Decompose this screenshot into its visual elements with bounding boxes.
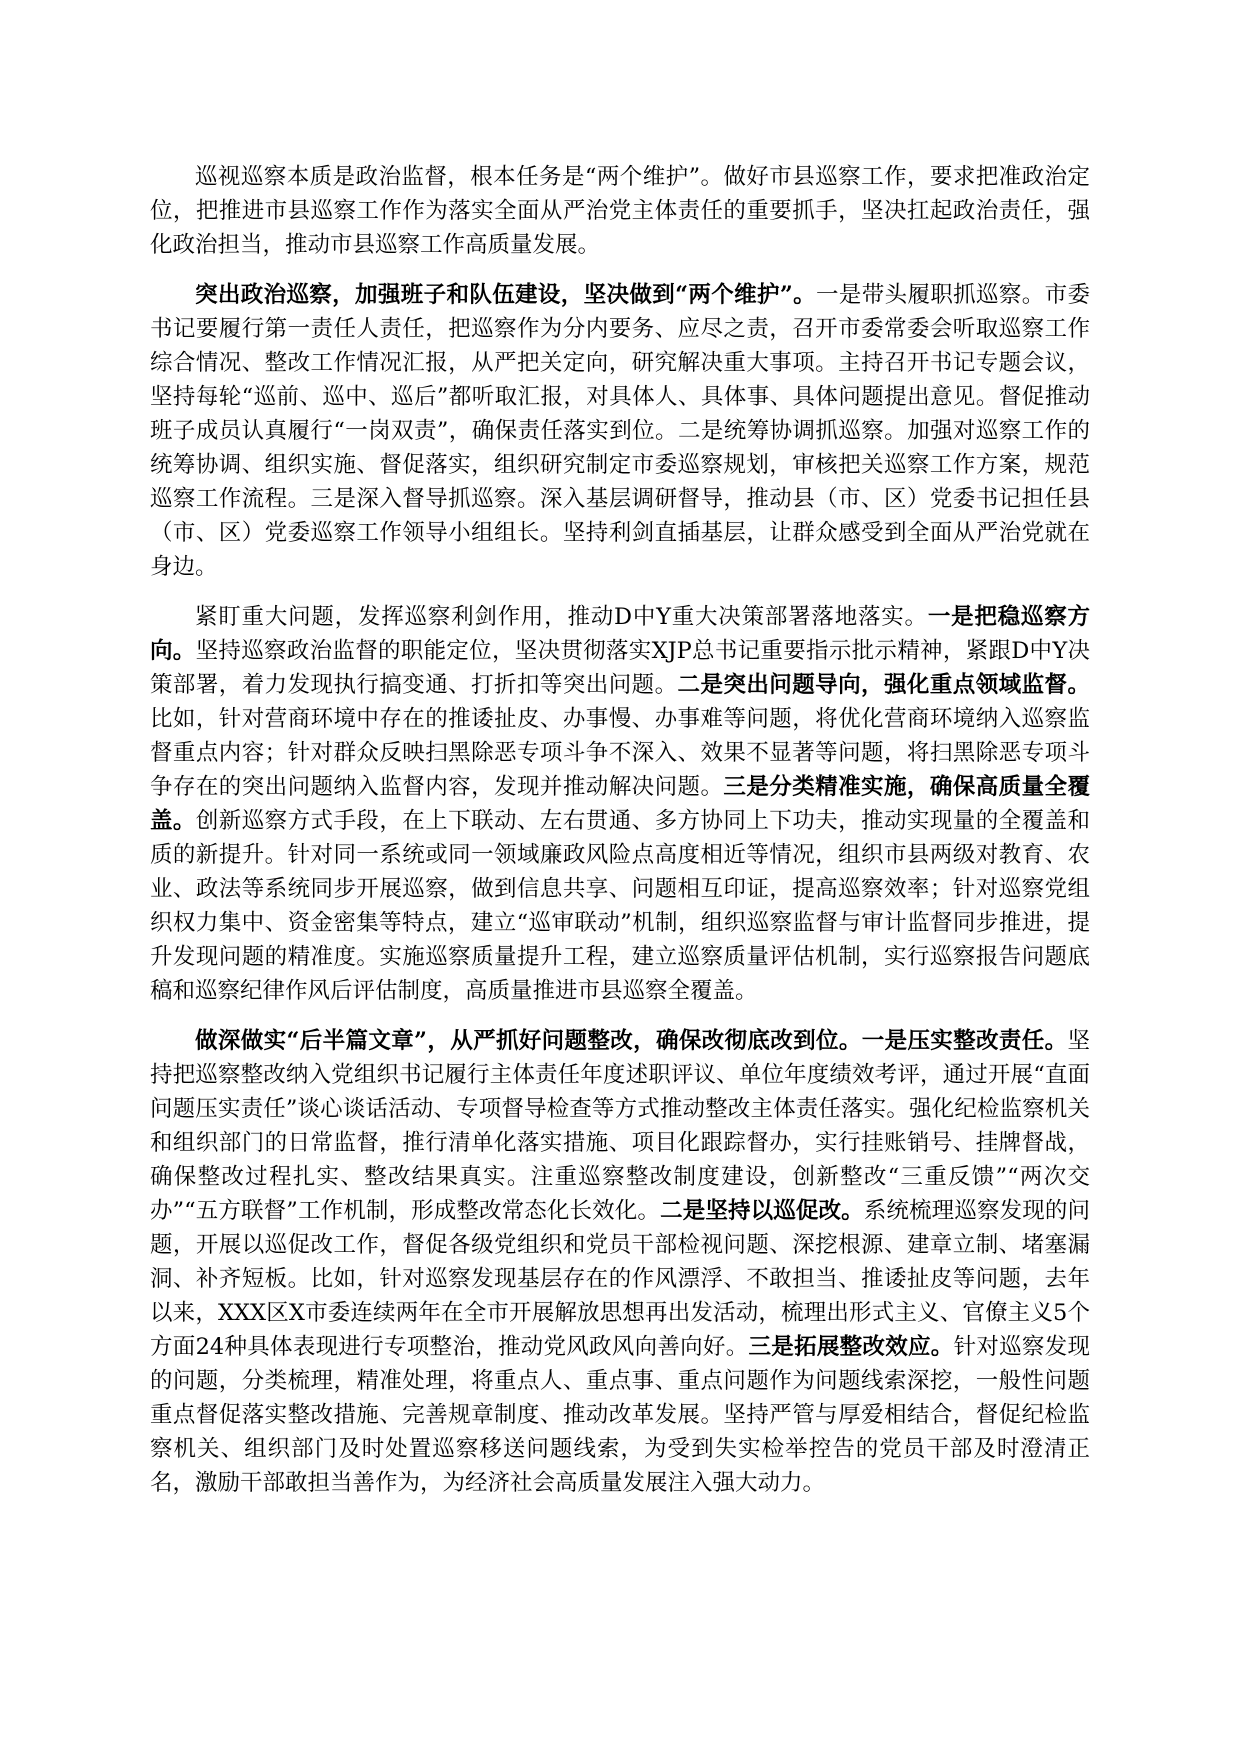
paragraph-3 (150, 600, 1090, 1008)
paragraph-4-point-3-heading: 三是拓展整改效应。 (748, 1334, 954, 1360)
paragraph-1 (150, 160, 1090, 262)
paragraph-3-point-2-heading: 二是突出问题导向，强化重点领域监督。 (677, 672, 1090, 698)
paragraph-3-point-3-heading: 三是分类精准实施，确保高质量全覆盖。 (150, 774, 1090, 834)
paragraph-3-point-1-body: 坚持巡察政治监督的职能定位，坚决贯彻落实XJP总书记重要指示批示精神，紧跟D中Y决策部署，着力发现执行搞变通、打折扣等突出问题。 (150, 638, 1090, 698)
paragraph-2 (150, 278, 1090, 584)
paragraph-4-point-2-body: 系统梳理巡察发现的问题，开展以巡促改工作，督促各级党组织和党员干部检视问题、深挖根源、建章立制、堵塞漏洞、补齐短板。比如，针对巡察发现基层存在的作风漂浮、不敢担当、推诿扯皮等问题，去年以来，XXX区X市委连续两年在全市开展解放思想再出发活动，梳理出形式主义、官僚主义5个方面24种具体表现进行专项整治，推动党风政风向善向好。 (150, 1198, 1090, 1360)
paragraph-3-intro: 紧盯重大问题，发挥巡察利剑作用，推动D中Y重大决策部署落地落实。 (195, 604, 928, 630)
paragraph-4 (150, 1024, 1090, 1500)
paragraph-1-text: 巡视巡察本质是政治监督，根本任务是“两个维护”。做好市县巡察工作，要求把准政治定位，把推进市县巡察工作作为落实全面从严治党主体责任的重要抓手，坚决扛起政治责任，强化政治担当，推动市县巡察工作高质量发展。 (150, 164, 1090, 258)
paragraph-2-heading: 突出政治巡察，加强班子和队伍建设，坚决做到“两个维护”。 (195, 282, 817, 308)
paragraph-4-point-1-body: 坚持把巡察整改纳入党组织书记履行主体责任年度述职评议、单位年度绩效考评，通过开展“直面问题压实责任”谈心谈话活动、专项督导检查等方式推动整改主体责任落实。强化纪检监察机关和组织部门的日常监督，推行清单化落实措施、项目化跟踪督办，实行挂账销号、挂牌督战，确保整改过程扎实、整改结果真实。注重巡察整改制度建设，创新整改“三重反馈”“两次交办”“五方联督”工作机制，形成整改常态化长效化。 (150, 1028, 1090, 1224)
paragraph-4-point-3-body: 针对巡察发现的问题，分类梳理，精准处理，将重点人、重点事、重点问题作为问题线索深挖，一般性问题重点督促落实整改措施、完善规章制度、推动改革发展。坚持严管与厚爱相结合，督促纪检监察机关、组织部门及时处置巡察移送问题线索，为受到失实检举控告的党员干部及时澄清正名，激励干部敢担当善作为，为经济社会高质量发展注入强大动力。 (150, 1334, 1090, 1496)
paragraph-3-point-1-heading: 一是把稳巡察方向。 (150, 604, 1090, 664)
paragraph-3-point-3-body: 创新巡察方式手段，在上下联动、左右贯通、多方协同上下功夫，推动实现量的全覆盖和质的新提升。针对同一系统或同一领域廉政风险点高度相近等情况，组织市县两级对教育、农业、政法等系统同步开展巡察，做到信息共享、问题相互印证，提高巡察效率；针对巡察党组织权力集中、资金密集等特点，建立“巡审联动”机制，组织巡察监督与审计监督同步推进，提升发现问题的精准度。实施巡察质量提升工程，建立巡察质量评估机制，实行巡察报告问题底稿和巡察纪律作风后评估制度，高质量推进市县巡察全覆盖。 (150, 808, 1090, 1004)
paragraph-4-point-2-heading: 二是坚持以巡促改。 (660, 1198, 864, 1224)
paragraph-4-point-1-heading: 一是压实整改责任。 (861, 1028, 1068, 1054)
paragraph-3-point-2-body: 比如，针对营商环境中存在的推诿扯皮、办事慢、办事难等问题，将优化营商环境纳入巡察监督重点内容；针对群众反映扫黑除恶专项斗争不深入、效果不显著等问题，将扫黑除恶专项斗争存在的突出问题纳入监督内容，发现并推动解决问题。 (150, 706, 1090, 800)
paragraph-2-body: 一是带头履职抓巡察。市委书记要履行第一责任人责任，把巡察作为分内要务、应尽之责，召开市委常委会听取巡察工作综合情况、整改工作情况汇报，从严把关定向，研究解决重大事项。主持召开书记专题会议，坚持每轮“巡前、巡中、巡后”都听取汇报，对具体人、具体事、具体问题提出意见。督促推动班子成员认真履行“一岗双责”，确保责任落实到位。二是统筹协调抓巡察。加强对巡察工作的统筹协调、组织实施、督促落实，组织研究制定市委巡察规划，审核把关巡察工作方案，规范巡察工作流程。三是深入督导抓巡察。深入基层调研督导，推动县（市、区）党委书记担任县（市、区）党委巡察工作领导小组组长。坚持利剑直插基层，让群众感受到全面从严治党就在身边。 (150, 282, 1090, 580)
paragraph-4-heading: 做深做实“后半篇文章”，从严抓好问题整改，确保改彻底改到位。 (195, 1028, 862, 1054)
